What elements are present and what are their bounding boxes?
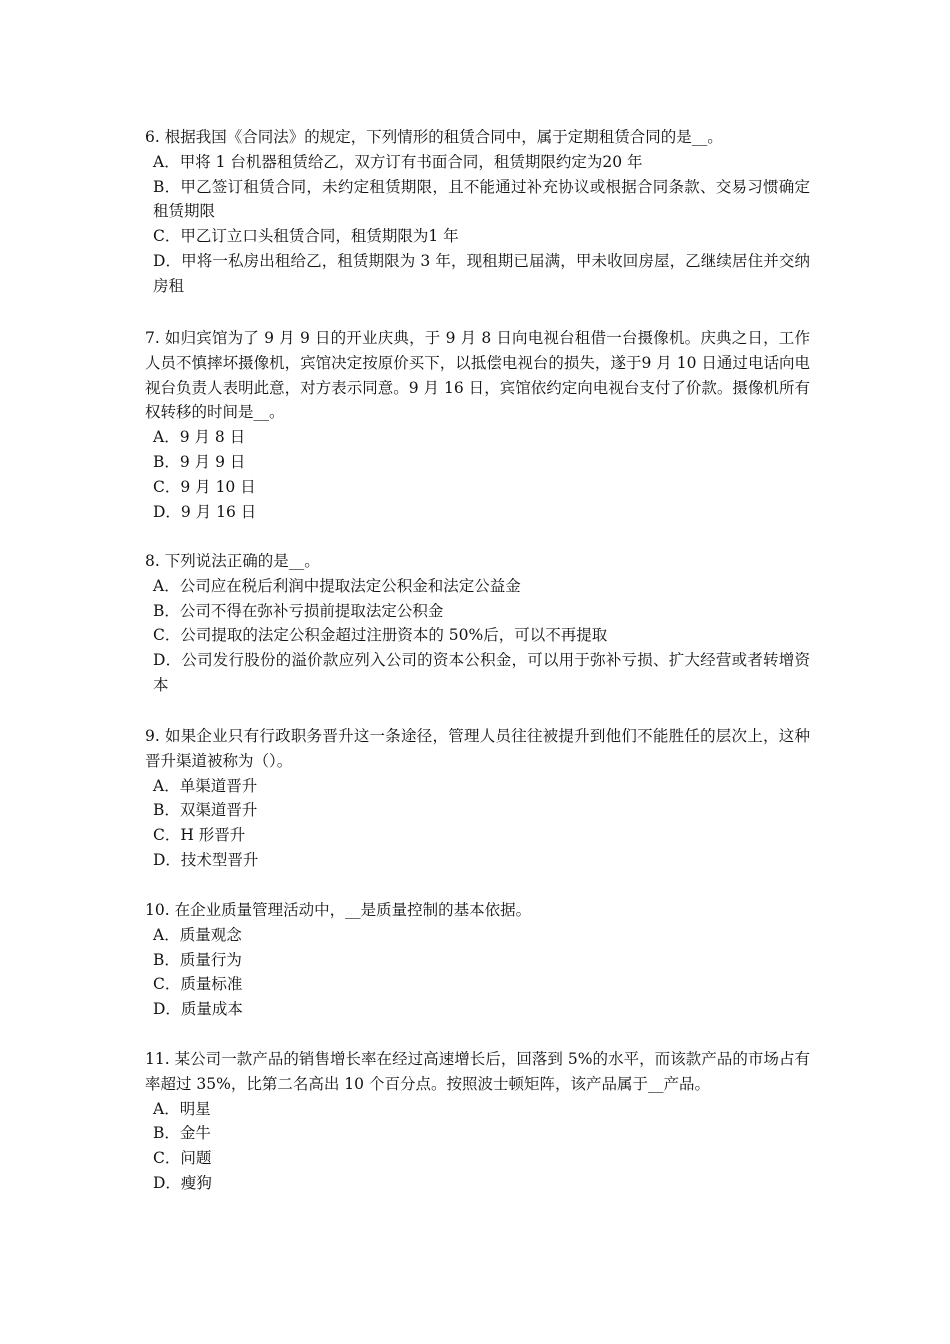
option-d: D．公司发行股份的溢价款应列入公司的资本公积金，可以用于弥补亏损、扩大经营或者转增资本 xyxy=(153,651,810,694)
option-a: A．单渠道晋升 xyxy=(153,776,258,795)
question-stem: 8. 下列说法正确的是__。 xyxy=(145,552,320,570)
option-d: D．技术型晋升 xyxy=(153,850,259,869)
question-10 xyxy=(145,898,810,1022)
question-8 xyxy=(145,549,810,698)
option-a: A．公司应在税后利润中提取法定公积金和法定公益金 xyxy=(153,576,521,595)
option-c: C．甲乙订立口头租赁合同，租赁期限为1 年 xyxy=(153,227,459,246)
option-a: A．明星 xyxy=(153,1099,211,1118)
option-b: B．甲乙签订租赁合同，未约定租赁期限，且不能通过补充协议或根据合同条款、交易习惯确定租赁期限 xyxy=(153,177,810,221)
option-b: B．质量行为 xyxy=(153,950,242,969)
option-d: D．质量成本 xyxy=(153,1000,243,1019)
question-stem: 10. 在企业质量管理活动中，__是质量控制的基本依据。 xyxy=(145,901,532,919)
question-stem: 9. 如果企业只有行政职务晋升这一条途径，管理人员往往被提升到他们不能胜任的层次上，这种晋升渠道被称为（）。 xyxy=(145,727,810,770)
question-stem: 7. 如归宾馆为了 9 月 9 日的开业庆典，于 9 月 8 日向电视台租借一台摄像机。庆典之日，工作人员不慎摔坏摄像机，宾馆决定按原价买下，以抵偿电视台的损失，遂于9 月 10 日通过电话向电视台负责人表明此意，对方表示同意。9 月 16 日，宾馆依约定向电视台支付了价款。摄像机所有权转移的时间是__。 xyxy=(145,329,810,422)
question-11 xyxy=(145,1047,810,1196)
option-c: C．H 形晋升 xyxy=(153,826,246,845)
option-c: C．质量标准 xyxy=(153,975,243,994)
option-b: B．金牛 xyxy=(153,1124,211,1143)
question-6 xyxy=(145,125,810,299)
option-a: A．9 月 8 日 xyxy=(153,428,246,447)
option-b: B．公司不得在弥补亏损前提取法定公积金 xyxy=(153,601,444,620)
question-9 xyxy=(145,724,810,873)
question-stem: 6. 根据我国《合同法》的规定，下列情形的租赁合同中，属于定期租赁合同的是__。 xyxy=(145,128,723,146)
option-d: D．9 月 16 日 xyxy=(153,502,257,521)
option-b: B．9 月 9 日 xyxy=(153,452,246,471)
question-7 xyxy=(145,326,810,524)
option-d: D．甲将一私房出租给乙，租赁期限为 3 年，现租期已届满，甲未收回房屋，乙继续居住并交纳房租 xyxy=(153,251,810,295)
option-c: C．问题 xyxy=(153,1149,212,1168)
option-a: A．甲将 1 台机器租赁给乙，双方订有书面合同，租赁期限约定为20 年 xyxy=(153,152,643,171)
question-stem: 11. 某公司一款产品的销售增长率在经过高速增长后，回落到 5%的水平，而该款产品的市场占有率超过 35%，比第二名高出 10 个百分点。按照波士顿矩阵，该产品属于__产品。 xyxy=(145,1050,810,1093)
option-d: D．瘦狗 xyxy=(153,1173,212,1192)
option-c: C．9 月 10 日 xyxy=(153,477,256,496)
option-c: C．公司提取的法定公积金超过注册资本的 50%后，可以不再提取 xyxy=(153,626,608,645)
option-b: B．双渠道晋升 xyxy=(153,801,258,820)
option-a: A．质量观念 xyxy=(153,925,242,944)
